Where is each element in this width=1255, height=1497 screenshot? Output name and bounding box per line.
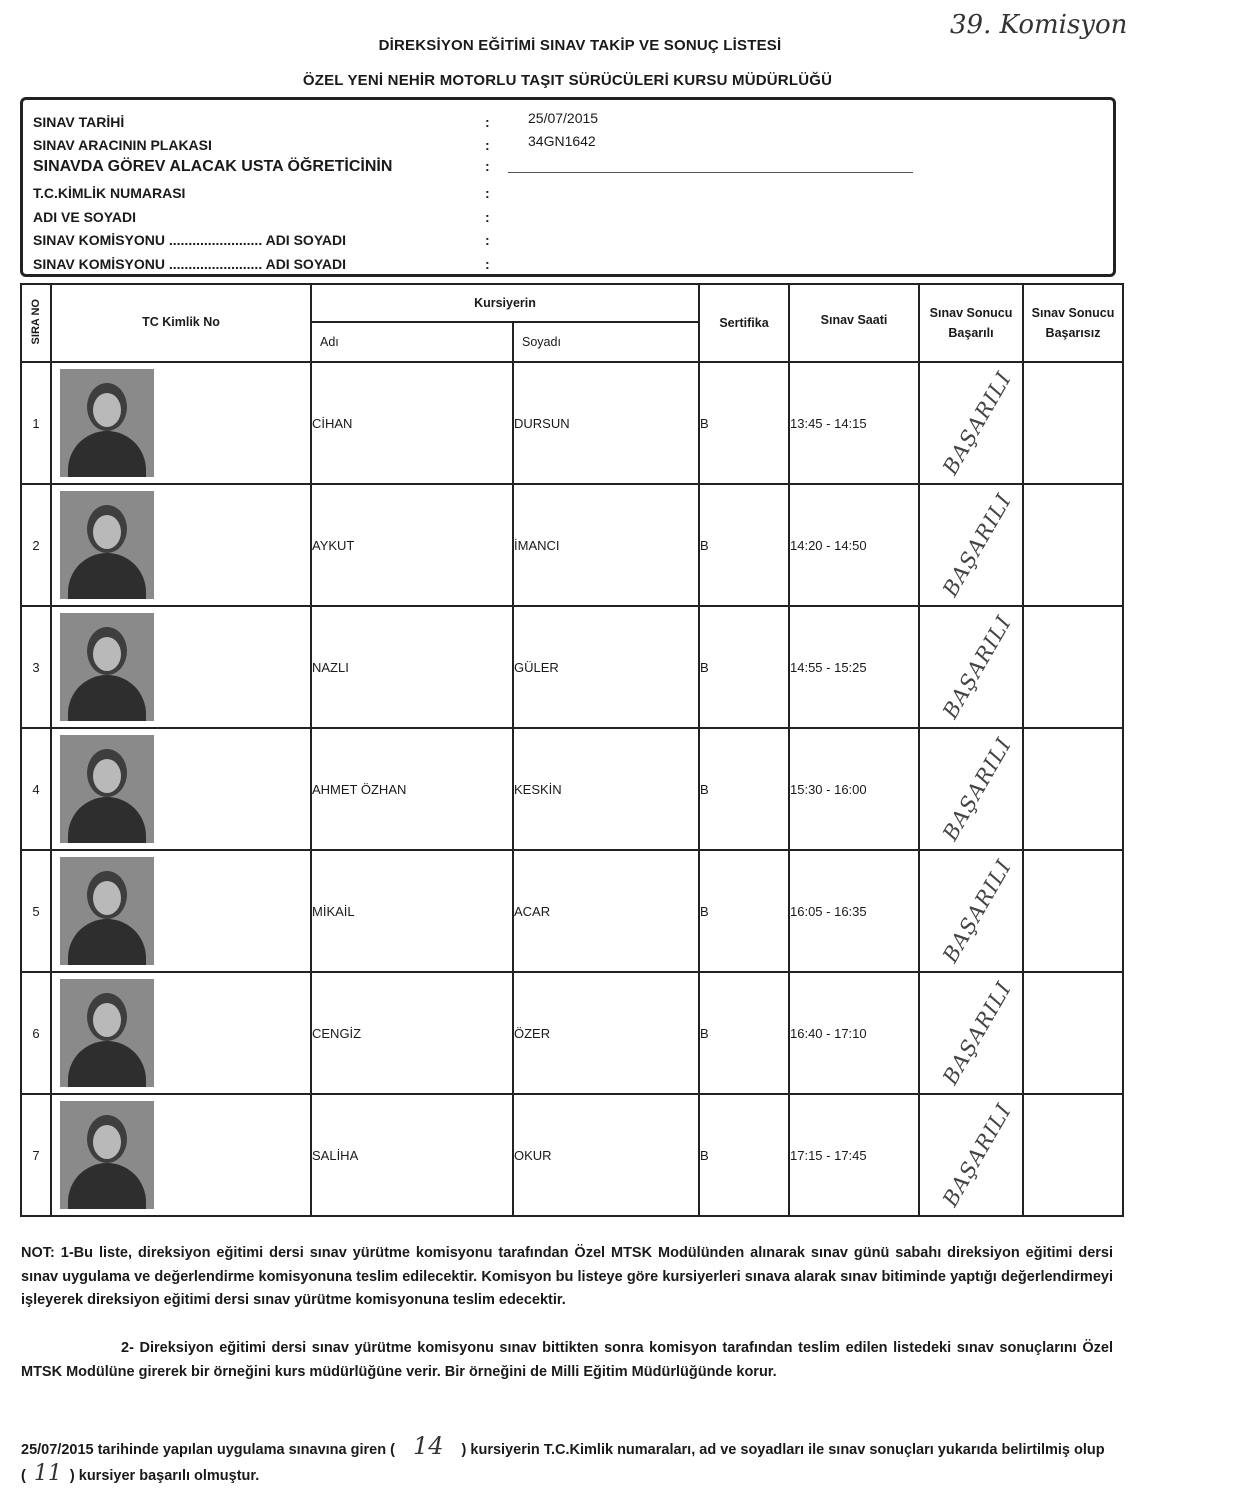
- info-label: SINAV KOMİSYONU ........................ ADI SOYADI: [33, 256, 346, 272]
- result-passed-cell: [919, 728, 1023, 850]
- photo-cell: [51, 362, 311, 484]
- table-row: [21, 606, 1123, 728]
- note-2: 2- Direksiyon eğitimi dersi sınav yürütme komisyonu sınav bittikten sonra komisyon tarafından teslim edilen listedeki sınav sonuçlarını Özel MTSK Modülüne girerek bir örneğini kurs müdürlüğüne verir. Bir örneğini de Milli Eğitim Müdürlüğünde korur.: [21, 1340, 1113, 1380]
- header-tc-kimlik: TC Kimlik No: [51, 284, 311, 362]
- exam-time: 15:30 - 16:00: [789, 728, 919, 850]
- table-row: [21, 484, 1123, 606]
- result-failed-cell: [1023, 850, 1123, 972]
- note-1: NOT: 1-Bu liste, direksiyon eğitimi dersi sınav yürütme komisyonu tarafından Özel MTSK Modülünden alınarak sınav günü sabahı direksiyon eğitimi dersi sınav uygulama ve değerlendirme komisyonuna teslim edilecektir. Komisyon bu listeye göre kursiyerleri sınava alarak sınav bitiminde yaptığı değerlendirmeyi işleyerek direksiyon eğitimi dersi sınav yürütme komisyonuna teslim edecektir.: [21, 1245, 1113, 1308]
- candidate-last-name: ACAR: [513, 850, 699, 972]
- candidate-last-name: ÖZER: [513, 972, 699, 1094]
- info-label: ADI VE SOYADI: [33, 209, 136, 225]
- candidate-table: [20, 283, 1124, 1217]
- result-failed-cell: [1023, 484, 1123, 606]
- exam-time: 14:55 - 15:25: [789, 606, 919, 728]
- result-passed-cell: [919, 362, 1023, 484]
- candidate-first-name: CİHAN: [311, 362, 513, 484]
- info-colon: :: [485, 209, 490, 225]
- table-row: [21, 728, 1123, 850]
- exam-time: 13:45 - 14:15: [789, 362, 919, 484]
- row-number: 1: [21, 362, 51, 484]
- table-row: [21, 362, 1123, 484]
- result-failed-cell: [1023, 606, 1123, 728]
- signature-line: [508, 172, 913, 173]
- row-number: 6: [21, 972, 51, 1094]
- candidate-last-name: İMANCI: [513, 484, 699, 606]
- header-soyadi: Soyadı: [513, 322, 699, 362]
- candidate-first-name: AYKUT: [311, 484, 513, 606]
- photo-cell: [51, 850, 311, 972]
- candidate-photo: [60, 857, 154, 965]
- candidate-last-name: DURSUN: [513, 362, 699, 484]
- row-number: 3: [21, 606, 51, 728]
- result-passed-cell: [919, 1094, 1023, 1216]
- candidate-last-name: GÜLER: [513, 606, 699, 728]
- info-label: SINAV TARİHİ: [33, 114, 125, 130]
- certificate-class: B: [699, 972, 789, 1094]
- info-colon: :: [485, 137, 490, 153]
- info-label: SINAV ARACININ PLAKASI: [33, 137, 212, 153]
- candidate-first-name: MİKAİL: [311, 850, 513, 972]
- info-label: SINAVDA GÖREV ALACAK USTA ÖĞRETİCİNİN: [33, 158, 393, 175]
- handwritten-passed-mark: BAŞARILI: [938, 977, 1017, 1089]
- candidate-photo: [60, 491, 154, 599]
- candidate-first-name: SALİHA: [311, 1094, 513, 1216]
- header-sertifika: Sertifika: [699, 284, 789, 362]
- info-label: T.C.KİMLİK NUMARASI: [33, 185, 186, 201]
- info-colon: :: [485, 232, 490, 248]
- candidate-photo: [60, 735, 154, 843]
- info-colon: :: [485, 256, 490, 272]
- certificate-class: B: [699, 850, 789, 972]
- summary-statement: [21, 1434, 1113, 1488]
- exam-time: 14:20 - 14:50: [789, 484, 919, 606]
- handwritten-commission-note: 39. Komisyon: [950, 10, 1128, 40]
- photo-cell: [51, 1094, 311, 1216]
- summary-part-3: ) kursiyer başarılı olmuştur.: [69, 1468, 260, 1484]
- candidate-photo: [60, 1101, 154, 1209]
- candidate-first-name: AHMET ÖZHAN: [311, 728, 513, 850]
- handwritten-passed-mark: BAŞARILI: [938, 489, 1017, 601]
- handwritten-giren-count: 14: [412, 1432, 444, 1460]
- header-basarisiz: Sınav Sonucu Başarısız: [1023, 284, 1123, 362]
- result-passed-cell: [919, 606, 1023, 728]
- candidate-last-name: OKUR: [513, 1094, 699, 1216]
- result-passed-cell: [919, 972, 1023, 1094]
- row-number: 7: [21, 1094, 51, 1216]
- handwritten-passed-mark: BAŞARILI: [938, 733, 1017, 845]
- table-row: [21, 972, 1123, 1094]
- row-number: 5: [21, 850, 51, 972]
- photo-cell: [51, 728, 311, 850]
- candidate-last-name: KESKİN: [513, 728, 699, 850]
- certificate-class: B: [699, 728, 789, 850]
- info-colon: :: [485, 185, 490, 201]
- table-row: [21, 1094, 1123, 1216]
- certificate-class: B: [699, 484, 789, 606]
- exam-time: 17:15 - 17:45: [789, 1094, 919, 1216]
- summary-part-1: 25/07/2015 tarihinde yapılan uygulama sınavına giren (: [21, 1442, 395, 1458]
- handwritten-passed-mark: BAŞARILI: [938, 855, 1017, 967]
- exam-time: 16:05 - 16:35: [789, 850, 919, 972]
- candidate-photo: [60, 369, 154, 477]
- handwritten-passed-mark: BAŞARILI: [938, 367, 1017, 479]
- result-failed-cell: [1023, 1094, 1123, 1216]
- photo-cell: [51, 972, 311, 1094]
- result-passed-cell: [919, 484, 1023, 606]
- result-failed-cell: [1023, 972, 1123, 1094]
- result-failed-cell: [1023, 362, 1123, 484]
- header-kursiyerin: Kursiyerin: [311, 284, 699, 322]
- document-title: DİREKSİYON EĞİTİMİ SINAV TAKİP VE SONUÇ LİSTESİ: [378, 37, 782, 54]
- certificate-class: B: [699, 606, 789, 728]
- info-value: 25/07/2015: [528, 110, 599, 126]
- result-passed-cell: [919, 850, 1023, 972]
- institution-title: ÖZEL YENİ NEHİR MOTORLU TAŞIT SÜRÜCÜLERİ KURSU MÜDÜRLÜĞÜ: [302, 72, 833, 89]
- header-adi: Adı: [311, 322, 513, 362]
- info-label: SINAV KOMİSYONU ........................ ADI SOYADI: [33, 232, 346, 248]
- certificate-class: B: [699, 362, 789, 484]
- info-colon: :: [485, 158, 490, 174]
- candidate-first-name: NAZLI: [311, 606, 513, 728]
- table-row: [21, 850, 1123, 972]
- candidate-photo: [60, 613, 154, 721]
- photo-cell: [51, 606, 311, 728]
- result-failed-cell: [1023, 728, 1123, 850]
- summary-part-2: ) kursiyerin T.C.Kimlik numaraları, ad ve soyadları ile sınav sonuçları yukarıda belirtilmiş olup (: [21, 1442, 1105, 1484]
- exam-info-box: [20, 97, 1116, 277]
- handwritten-passed-mark: BAŞARILI: [938, 1099, 1017, 1211]
- candidate-first-name: CENGİZ: [311, 972, 513, 1094]
- row-number: 2: [21, 484, 51, 606]
- handwritten-basarili-count: 11: [33, 1461, 62, 1486]
- certificate-class: B: [699, 1094, 789, 1216]
- header-basarili: Sınav Sonucu Başarılı: [919, 284, 1023, 362]
- info-value: 34GN1642: [528, 133, 596, 149]
- handwritten-passed-mark: BAŞARILI: [938, 611, 1017, 723]
- exam-time: 16:40 - 17:10: [789, 972, 919, 1094]
- row-number: 4: [21, 728, 51, 850]
- info-colon: :: [485, 114, 490, 130]
- photo-cell: [51, 484, 311, 606]
- header-sira-no: SIRA NO: [21, 284, 51, 362]
- candidate-photo: [60, 979, 154, 1087]
- header-sinav-saati: Sınav Saati: [789, 284, 919, 362]
